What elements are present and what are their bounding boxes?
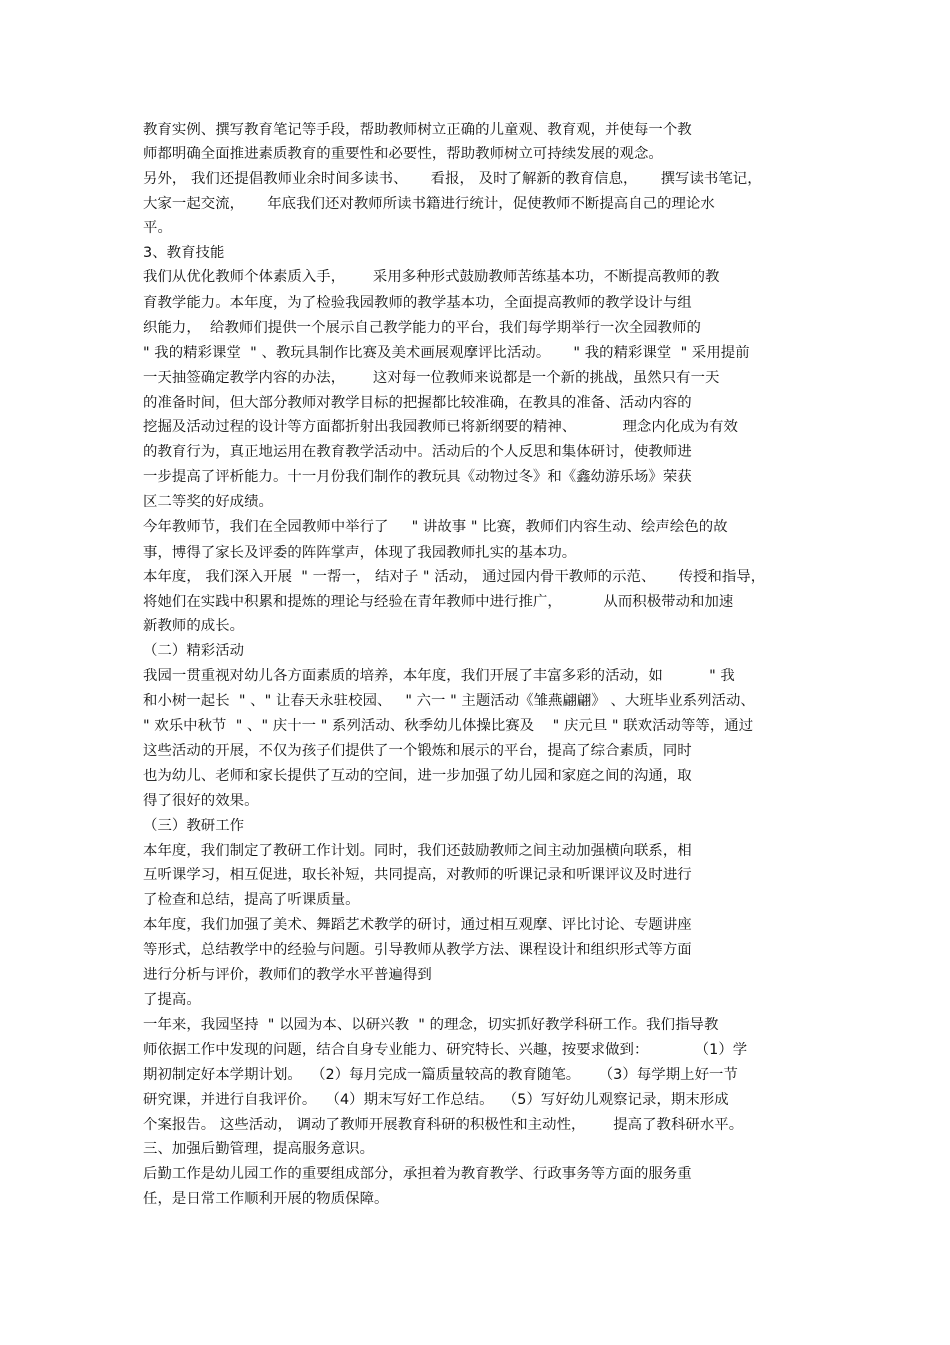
text-line: 后勤工作是幼儿园工作的重要组成部分，承担着为教育教学、行政事务等方面的服务重 (143, 1166, 692, 1182)
text-line: 一年来，我园坚持 " 以园为本、以研兴教 " 的理念，切实抓好教学科研工作。我们指导教 (143, 1017, 719, 1033)
text-line: 本年度， 我们深入开展 " 一帮一， 结对子 " 活动， 通过园内骨干教师的示范、 传授和指导， (143, 569, 766, 585)
text-line: 大家一起交流， 年底我们还对教师所读书籍进行统计，促使教师不断提高自己的理论水 (143, 196, 715, 212)
text-line: 师依据工作中发现的问题，结合自身专业能力、研究特长、兴趣，按要求做到： （1）学 (143, 1042, 748, 1058)
text-line: 我园一贯重视对幼儿各方面素质的培养，本年度，我们开展了丰富多彩的活动，如 " 我 (143, 668, 735, 684)
text-line: 织能力， 给教师们提供一个展示自己教学能力的平台，我们每学期举行一次全园教师的 (143, 320, 701, 336)
text-line: 新教师的成长。 (143, 618, 245, 634)
text-line: 研究课，并进行自我评价。 （4）期末写好工作总结。 （5）写好幼儿观察记录，期末形成 (143, 1092, 729, 1108)
text-line: 进行分析与评价，教师们的教学水平普遍得到 (143, 967, 432, 983)
text-line: 等形式，总结教学中的经验与问题。引导教师从教学方法、课程设计和组织形式等方面 (143, 942, 692, 958)
text-line: 任，是日常工作顺利开展的物质保障。 (143, 1191, 389, 1207)
section-heading: （三）教研工作 (143, 818, 245, 834)
text-line: 师都明确全面推进素质教育的重要性和必要性，帮助教师树立可持续发展的观念。 (143, 146, 663, 162)
text-line: 的准备时间，但大部分教师对教学目标的把握都比较准确，在教具的准备、活动内容的 (143, 395, 692, 411)
text-line: 区二等奖的好成绩。 (143, 494, 273, 510)
text-line: 个案报告。 这些活动， 调动了教师开展教育科研的积极性和主动性， 提高了教科研水平。 (143, 1117, 744, 1133)
text-line: 挖掘及活动过程的设计等方面都折射出我园教师已将新纲要的精神、 理念内化成为有效 (143, 419, 738, 435)
text-line: 的教育行为，真正地运用在教育教学活动中。活动后的个人反思和集体研讨，使教师进 (143, 444, 692, 460)
text-line: 将她们在实践中积累和提炼的理论与经验在青年教师中进行推广， 从而积极带动和加速 (143, 594, 734, 610)
text-line: " 欢乐中秋节 " 、" 庆十一 " 系列活动、秋季幼儿体操比赛及 " 庆元旦 " 联欢活动等等，通过 (143, 718, 754, 734)
text-line: 另外， 我们还提倡教师业余时间多读书、 看报， 及时了解新的教育信息， 撰写读书笔记， (143, 171, 762, 187)
section-heading: （二）精彩活动 (143, 643, 245, 659)
text-line: 也为幼儿、老师和家长提供了互动的空间，进一步加强了幼儿园和家庭之间的沟通，取 (143, 768, 692, 784)
text-line: 今年教师节，我们在全园教师中举行了 " 讲故事 " 比赛，教师们内容生动、绘声绘色的故 (143, 519, 728, 535)
text-line: 一步提高了评析能力。十一月份我们制作的教玩具《动物过冬》和《鑫幼游乐场》荣获 (143, 469, 692, 485)
text-line: 这些活动的开展，不仅为孩子们提供了一个锻炼和展示的平台，提高了综合素质，同时 (143, 743, 692, 759)
section-heading: 3、教育技能 (143, 245, 225, 261)
text-line: 一天抽签确定教学内容的办法， 这对每一位教师来说都是一个新的挑战，虽然只有一天 (143, 370, 720, 386)
text-line: 本年度，我们制定了教研工作计划。同时，我们还鼓励教师之间主动加强横向联系，相 (143, 843, 692, 859)
text-line: 育教学能力。本年度，为了检验我园教师的教学基本功，全面提高教师的教学设计与组 (143, 295, 692, 311)
text-line: 教育实例、撰写教育笔记等手段，帮助教师树立正确的儿童观、教育观，并使每一个教 (143, 122, 692, 138)
text-line: 事，博得了家长及评委的阵阵掌声，体现了我园教师扎实的基本功。 (143, 545, 577, 561)
text-line: 了检查和总结，提高了听课质量。 (143, 892, 360, 908)
text-line: 互听课学习，相互促进，取长补短，共同提高，对教师的听课记录和听课评议及时进行 (143, 867, 692, 883)
section-heading: 三、加强后勤管理，提高服务意识。 (143, 1141, 375, 1157)
text-line: 得了很好的效果。 (143, 793, 259, 809)
text-line: 平。 (143, 220, 172, 236)
text-line: 了提高。 (143, 992, 201, 1008)
text-line: 我们从优化教师个体素质入手， 采用多种形式鼓励教师苦练基本功，不断提高教师的教 (143, 269, 720, 285)
text-line: 和小树一起长 " 、" 让春天永驻校园、 " 六一 " 主题活动《雏燕翩翩》 、大班毕业系列活动、 (143, 693, 755, 709)
text-line: " 我的精彩课堂 " 、教玩具制作比赛及美术画展观摩评比活动。 " 我的精彩课堂 " 采用提前 (143, 345, 750, 361)
text-line: 期初制定好本学期计划。 （2）每月完成一篇质量较高的教育随笔。 （3）每学期上好一节 (143, 1067, 738, 1083)
text-line: 本年度，我们加强了美术、舞蹈艺术教学的研讨，通过相互观摩、评比讨论、专题讲座 (143, 917, 692, 933)
